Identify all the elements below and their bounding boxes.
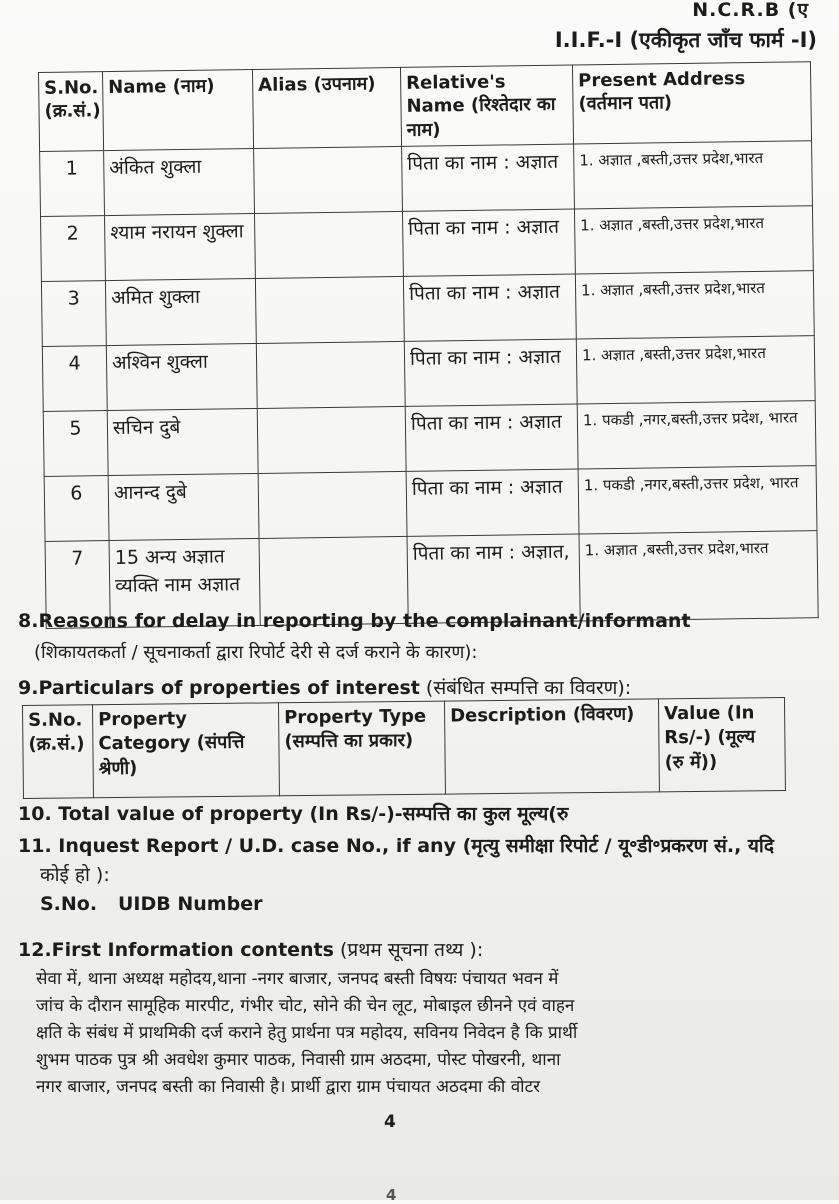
section-8-heading: 8.Reasons for delay in reporting by the complainant/informant xyxy=(18,610,691,632)
cell-name: अश्विन शुक्ला xyxy=(106,344,257,411)
col-address: Present Address (वर्तमान पता) xyxy=(572,62,811,144)
fir-line: जांच के दौरान सामूहिक मारपीट, गंभीर चोट, सोने की चेन लूट, मोबाइल छीनने एवं वाहन xyxy=(36,996,575,1016)
cell-sno: 3 xyxy=(41,281,106,347)
cell-relative: पिता का नाम : अज्ञात xyxy=(406,469,579,536)
cell-address: 1. अज्ञात ,बस्ती,उत्तर प्रदेश,भारत xyxy=(579,531,818,621)
header-form-title: I.I.F.-I (एकीकृत जाँच फार्म -I) xyxy=(554,28,817,52)
table-row xyxy=(43,401,816,477)
cell-alias xyxy=(255,277,404,344)
prop-col-type: Property Type (सम्पत्ति का प्रकार) xyxy=(278,701,445,796)
section-9-heading: 9.Particulars of properties of interest (संबंधित सम्पत्ति का विवरण): xyxy=(18,677,632,699)
cell-alias xyxy=(256,342,405,409)
section-10-heading: 10. Total value of property (In Rs/-)-सम्पत्ति का कुल मूल्य(रु xyxy=(18,803,569,825)
page-number: 4 xyxy=(384,1112,396,1132)
cell-alias xyxy=(258,472,407,539)
fir-line: नगर बाजार, जनपद बस्ती का निवासी है। प्रार्थी द्वारा ग्राम पंचायत अठदमा की वोटर xyxy=(36,1077,541,1097)
cell-address: 1. पकडी ,नगर,बस्ती,उत्तर प्रदेश, भारत xyxy=(578,466,817,534)
cell-relative: पिता का नाम : अज्ञात, xyxy=(407,534,580,623)
cell-relative: पिता का नाम : अज्ञात xyxy=(403,274,576,341)
cell-sno: 7 xyxy=(45,541,110,629)
col-name: Name (नाम) xyxy=(103,70,254,151)
prop-col-category: Property Category (संपत्ति श्रेणी) xyxy=(93,703,280,798)
cell-sno: 1 xyxy=(40,151,105,217)
prop-col-description: Description (विवरण) xyxy=(444,699,659,794)
cell-address: 1. अज्ञात ,बस्ती,उत्तर प्रदेश,भारत xyxy=(574,141,813,209)
cell-name: सचिन दुबे xyxy=(107,409,258,476)
cell-relative: पिता का नाम : अज्ञात xyxy=(405,404,578,471)
cell-address: 1. अज्ञात ,बस्ती,उत्तर प्रदेश,भारत xyxy=(576,336,815,404)
cell-name: अमित शुक्ला xyxy=(105,279,256,346)
table-row xyxy=(41,271,814,347)
prop-col-value: Value (In Rs/-) (मूल्य (रु में)) xyxy=(658,698,785,792)
uidb-col-sno: S.No. xyxy=(40,893,98,915)
section-11-heading-cont: कोई हो ): xyxy=(40,864,110,886)
header-ncrb: N.C.R.B (ए xyxy=(692,0,809,21)
cell-name: 15 अन्य अज्ञात व्यक्ति नाम अज्ञात xyxy=(109,539,260,628)
section-8-subheading: (शिकायतकर्ता / सूचनाकर्ता द्वारा रिपोर्ट देरी से दर्ज कराने के कारण): xyxy=(34,642,478,663)
cell-name: श्याम नरायन शुक्ला xyxy=(105,214,256,281)
section-11-heading: 11. Inquest Report / U.D. case No., if any (मृत्यु समीक्षा रिपोर्ट / यू॰डी॰प्रकरण सं., यदि xyxy=(18,835,774,857)
cell-alias xyxy=(257,407,406,474)
cell-address: 1. अज्ञात ,बस्ती,उत्तर प्रदेश,भारत xyxy=(574,206,813,274)
col-sno: S.No. (क्र.सं.) xyxy=(39,72,104,152)
cell-alias xyxy=(254,212,403,279)
fir-line: सेवा में, थाना अध्यक्ष महोदय,थाना -नगर बाजार, जनपद बस्ती विषयः पंचायत भवन में xyxy=(36,969,559,989)
accused-table-header xyxy=(39,62,812,152)
cell-name: अंकित शुक्ला xyxy=(104,149,255,216)
fir-line: क्षति के संबंध में प्राथमिकी दर्ज कराने हेतु प्रार्थना पत्र महोदय, सविनय निवेदन है कि प्रार्थी xyxy=(36,1023,578,1043)
col-alias: Alias (उपनाम) xyxy=(252,67,401,148)
fir-line: शुभम पाठक पुत्र श्री अवधेश कुमार पाठक, निवासी ग्राम अठदमा, पोस्ट पोखरनी, थाना xyxy=(36,1050,561,1070)
uidb-col-number: UIDB Number xyxy=(118,893,263,915)
section-12-heading: 12.First Information contents (प्रथम सूचना तथ्य ): xyxy=(18,939,484,961)
page-number-bottom: 4 xyxy=(386,1186,397,1204)
table-row xyxy=(42,336,815,412)
table-row xyxy=(44,466,817,542)
cell-sno: 5 xyxy=(43,411,108,477)
property-table xyxy=(22,697,786,799)
prop-col-sno: S.No. (क्र.सं.) xyxy=(23,705,94,799)
cell-sno: 2 xyxy=(41,216,106,282)
col-relative: Relative's Name (रिश्तेदार का नाम) xyxy=(400,65,573,147)
accused-table xyxy=(38,61,819,629)
first-information-text xyxy=(36,966,806,1101)
cell-relative: पिता का नाम : अज्ञात xyxy=(404,339,577,406)
cell-name: आनन्द दुबे xyxy=(108,474,259,541)
table-row xyxy=(40,141,813,217)
cell-address: 1. पकडी ,नगर,बस्ती,उत्तर प्रदेश, भारत xyxy=(577,401,816,469)
cell-sno: 6 xyxy=(44,476,109,542)
cell-address: 1. अज्ञात ,बस्ती,उत्तर प्रदेश,भारत xyxy=(575,271,814,339)
property-table-header xyxy=(23,698,786,799)
cell-sno: 4 xyxy=(42,346,107,412)
table-row xyxy=(41,206,814,282)
cell-alias xyxy=(254,147,403,214)
cell-relative: पिता का नाम : अज्ञात xyxy=(402,209,575,276)
cell-relative: पिता का नाम : अज्ञात xyxy=(402,144,575,211)
